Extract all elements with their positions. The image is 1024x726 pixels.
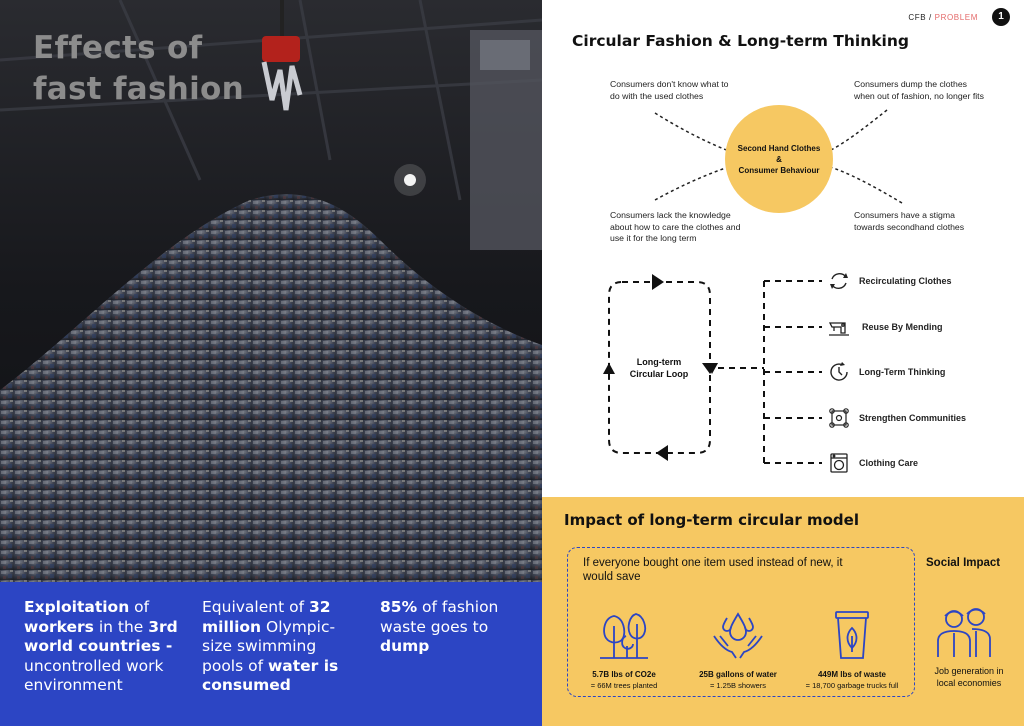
trees-icon bbox=[596, 606, 652, 662]
note-stigma: Consumers have a stigma towards secondhand clothes bbox=[854, 210, 965, 232]
loop-arrow-top bbox=[652, 274, 664, 290]
impact-item-waste bbox=[792, 606, 912, 690]
stat-2-text-1: Equivalent of bbox=[202, 598, 309, 616]
center-topic-line2: & bbox=[776, 154, 782, 164]
recycle-icon bbox=[827, 269, 851, 293]
stat-1-bold-1: Exploitation bbox=[24, 598, 130, 616]
workers-icon bbox=[932, 603, 996, 659]
note-dump-clothes: Consumers dump the clothes when out of fashion, no longer fits bbox=[854, 79, 984, 101]
social-impact-caption: Job generation in local economies bbox=[934, 666, 1004, 688]
stat-1-text-2: in the bbox=[93, 617, 149, 636]
loop-arrow-bottom bbox=[656, 445, 668, 461]
sewing-machine-icon bbox=[827, 315, 851, 339]
stat-worker-exploitation bbox=[24, 598, 184, 696]
stat-3-text-1: of fashion waste goes to bbox=[380, 598, 499, 636]
breadcrumb-root: CFB bbox=[908, 13, 927, 22]
impact-value: 25B gallons of water bbox=[699, 670, 777, 679]
circular-loop-diagram bbox=[542, 262, 1024, 477]
action-label: Clothing Care bbox=[859, 458, 919, 468]
impact-title: Impact of long-term circular model bbox=[564, 511, 859, 529]
action-clothing-care bbox=[827, 451, 918, 475]
loop-graphic bbox=[542, 262, 1024, 477]
center-topic-line1: Second Hand Clothes bbox=[737, 143, 821, 153]
impact-equivalent: = 18,700 garbage trucks full bbox=[805, 681, 899, 690]
social-impact-title: Social Impact bbox=[926, 557, 1001, 569]
stat-fashion-waste bbox=[380, 598, 520, 657]
hero-title-line1: Effects of bbox=[33, 30, 203, 66]
section-title: Circular Fashion & Long-term Thinking bbox=[572, 32, 909, 50]
impact-value: 5.7B lbs of CO2e bbox=[592, 670, 656, 679]
action-label: Long-Term Thinking bbox=[859, 367, 946, 377]
action-label: Strengthen Communities bbox=[859, 413, 967, 423]
impact-section bbox=[542, 497, 1024, 726]
action-recirculating bbox=[827, 269, 952, 293]
loop-label-line2: Circular Loop bbox=[629, 369, 689, 379]
stat-3-bold-2: dump bbox=[380, 637, 430, 655]
breadcrumb-section: PROBLEM bbox=[934, 13, 978, 22]
center-topic-circle bbox=[725, 105, 833, 213]
clock-icon bbox=[827, 360, 851, 384]
stat-1-text-3: uncontrolled work environment bbox=[24, 656, 164, 694]
impact-equivalent: = 66M trees planted bbox=[590, 681, 658, 690]
impact-value: 449M lbs of waste bbox=[817, 670, 887, 679]
impact-equivalent: = 1.25B showers bbox=[709, 681, 767, 690]
stat-3-bold-1: 85% bbox=[380, 598, 418, 616]
action-mending bbox=[827, 315, 943, 339]
impact-item-water bbox=[678, 606, 798, 690]
recycle-bin-icon bbox=[824, 606, 880, 662]
consumer-behaviour-diagram bbox=[542, 60, 1024, 260]
impact-item-co2 bbox=[564, 606, 684, 690]
breadcrumb-separator: / bbox=[929, 13, 932, 22]
center-topic-line3: Consumer Behaviour bbox=[738, 165, 820, 175]
note-lack-knowledge: Consumers lack the knowledge about how to care the clothes and use it for the long term bbox=[610, 210, 741, 243]
page-number-badge: 1 bbox=[992, 8, 1010, 26]
note-dont-know: Consumers don't know what to do with the used clothes bbox=[610, 79, 729, 101]
community-icon bbox=[827, 406, 851, 430]
action-label: Recirculating Clothes bbox=[859, 276, 952, 286]
hero-title-line2: fast fashion bbox=[33, 71, 244, 107]
stats-band bbox=[0, 582, 542, 726]
loop-label-line1: Long-term bbox=[636, 357, 682, 367]
stat-1-bold-2: workers bbox=[24, 617, 94, 636]
right-panel bbox=[542, 0, 1024, 726]
action-long-term bbox=[827, 360, 945, 384]
impact-intro: If everyone bought one item used instead of new, it would save bbox=[583, 557, 843, 583]
stat-2-bold-1: 32 million bbox=[202, 598, 331, 636]
action-label: Reuse By Mending bbox=[862, 322, 943, 332]
washing-machine-icon bbox=[827, 451, 851, 475]
action-communities bbox=[827, 406, 966, 430]
breadcrumb bbox=[908, 13, 978, 22]
water-hands-icon bbox=[710, 606, 766, 662]
loop-label bbox=[624, 356, 694, 380]
loop-arrow-left bbox=[603, 363, 615, 374]
stat-2-bold-2: water is consumed bbox=[202, 656, 339, 694]
hero-title bbox=[33, 28, 293, 110]
impact-savings-box bbox=[567, 547, 915, 697]
stat-1-bold-3: 3rd world countries - bbox=[24, 617, 178, 655]
stat-1-text-1: of bbox=[129, 598, 150, 616]
stat-2-text-2: Olympic-size swimming pools of bbox=[202, 617, 336, 675]
stat-water-consumed bbox=[202, 598, 352, 696]
